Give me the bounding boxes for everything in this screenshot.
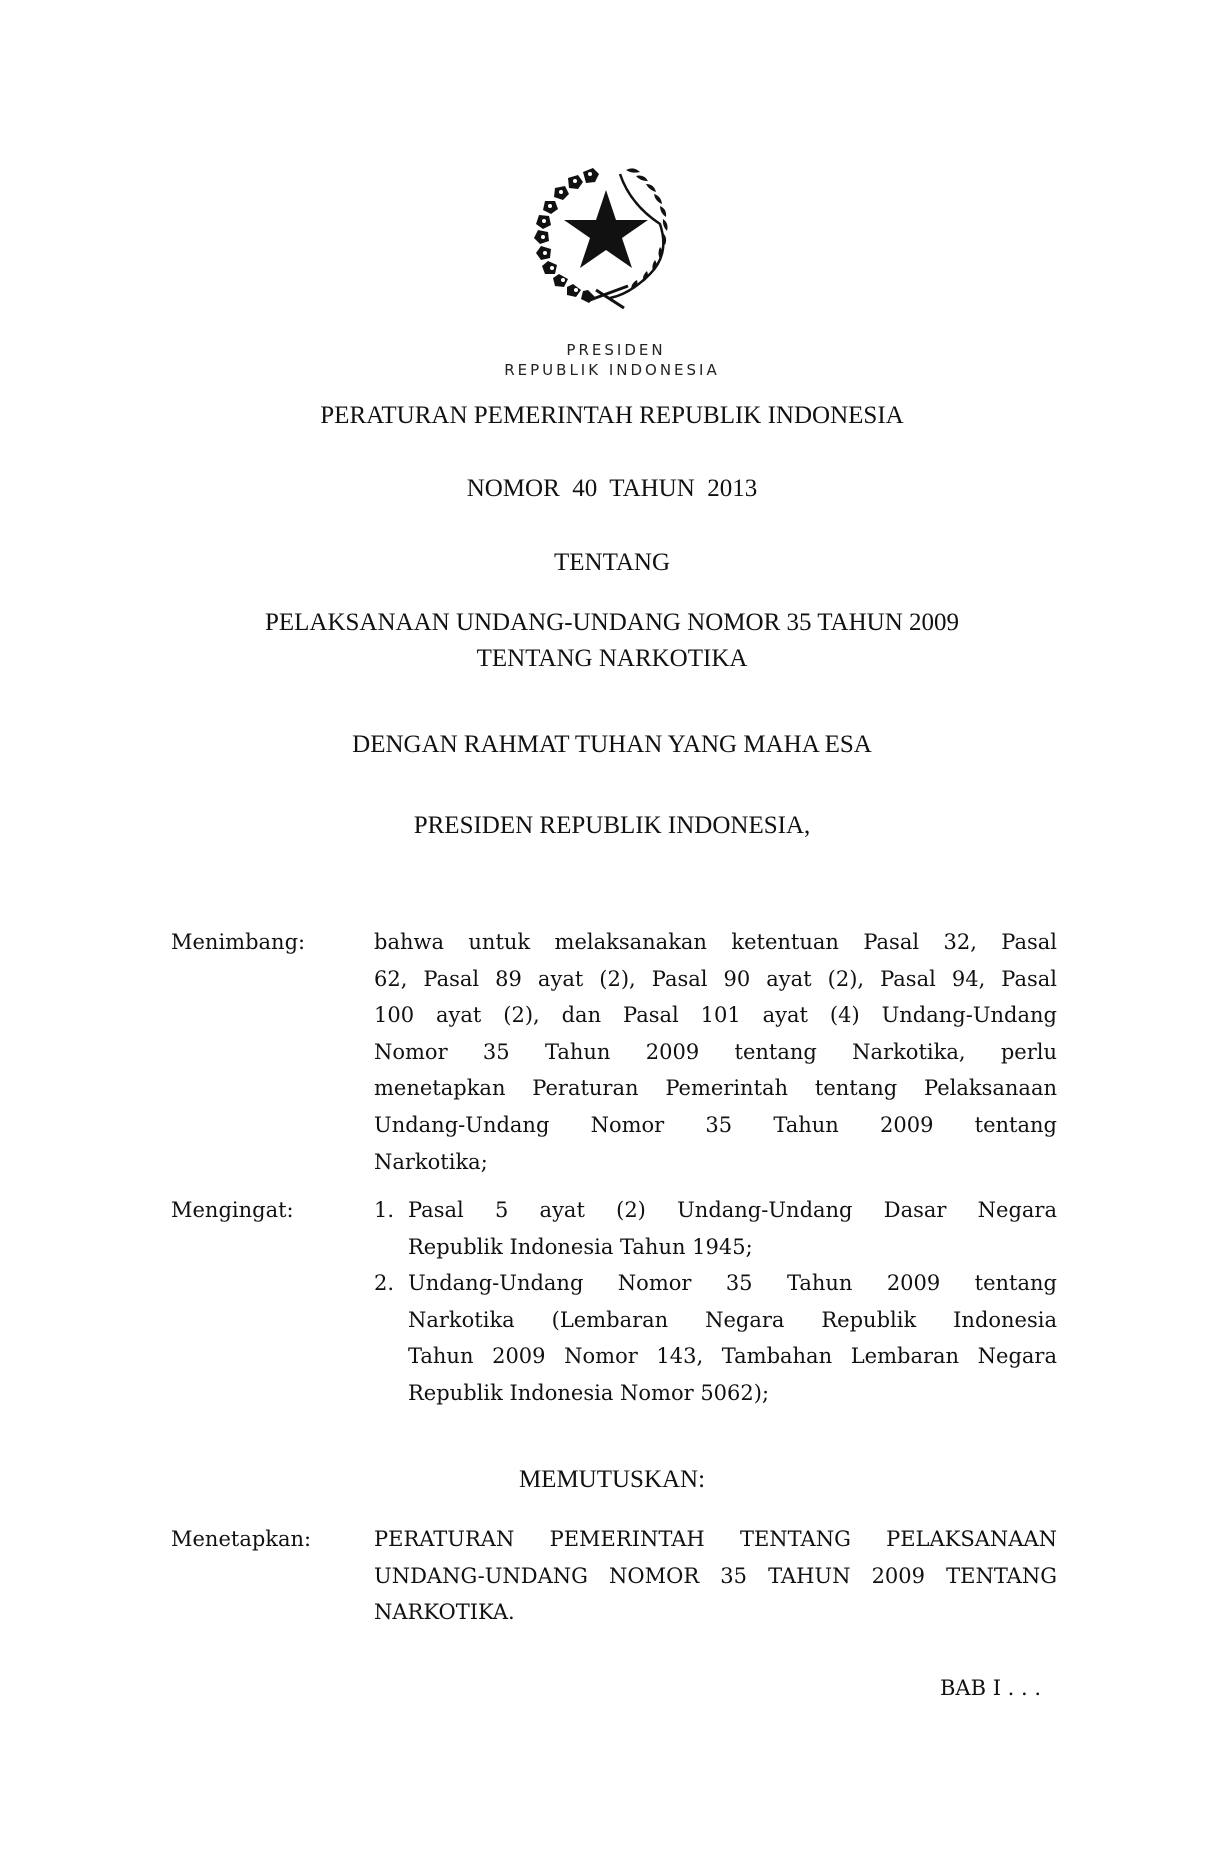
presidential-seal-icon bbox=[528, 160, 688, 310]
regulation-number: NOMOR 40 TAHUN 2013 bbox=[466, 475, 758, 502]
list-line: Narkotika (Lembaran Negara Republik Indonesia bbox=[408, 1307, 1057, 1332]
subject-line-2: TENTANG NARKOTIKA bbox=[476, 645, 748, 672]
invocation: DENGAN RAHMAT TUHAN YANG MAHA ESA bbox=[352, 731, 872, 758]
menetapkan-line: NARKOTIKA. bbox=[374, 1600, 515, 1625]
list-line: Tahun 2009 Nomor 143, Tambahan Lembaran Negara bbox=[408, 1344, 1057, 1369]
menetapkan-label: Menetapkan: bbox=[171, 1527, 312, 1551]
seal-caption bbox=[0, 340, 1224, 380]
list-line: Republik Indonesia Nomor 5062); bbox=[408, 1380, 770, 1405]
menimbang-body bbox=[374, 924, 1057, 1180]
decision-heading: MEMUTUSKAN: bbox=[518, 1466, 706, 1493]
mengingat-item-2 bbox=[374, 1265, 1057, 1411]
menimbang-line: 62, Pasal 89 ayat (2), Pasal 90 ayat (2), Pasal 94, Pasal bbox=[374, 966, 1057, 991]
menimbang-line: 100 ayat (2), dan Pasal 101 ayat (4) Undang-Undang bbox=[374, 1003, 1057, 1028]
subject-line-1: PELAKSANAAN UNDANG-UNDANG NOMOR 35 TAHUN 2009 bbox=[264, 609, 960, 636]
mengingat-label: Mengingat: bbox=[171, 1198, 294, 1222]
mengingat-item-1 bbox=[374, 1192, 1057, 1265]
list-line: Republik Indonesia Tahun 1945; bbox=[408, 1234, 753, 1259]
list-number: 1. bbox=[374, 1198, 395, 1222]
next-page-catchword: BAB I . . . bbox=[940, 1676, 1042, 1700]
menimbang-line: Narkotika; bbox=[374, 1149, 488, 1174]
mengingat-body bbox=[374, 1192, 1057, 1412]
crossed-stems-icon bbox=[590, 286, 628, 308]
menimbang-line: Undang-Undang Nomor 35 Tahun 2009 tentang bbox=[374, 1112, 1057, 1137]
about-heading: TENTANG bbox=[553, 549, 671, 576]
list-line: Undang-Undang Nomor 35 Tahun 2009 tentang bbox=[408, 1271, 1057, 1296]
menetapkan-line: PERATURAN PEMERINTAH TENTANG PELAKSANAAN bbox=[374, 1527, 1057, 1551]
seal-caption-line1: PRESIDEN bbox=[566, 341, 666, 359]
menetapkan-line: UNDANG-UNDANG NOMOR 35 TAHUN 2009 TENTANG bbox=[374, 1563, 1057, 1588]
menimbang-line: Nomor 35 Tahun 2009 tentang Narkotika, perlu bbox=[374, 1039, 1057, 1064]
list-line: Pasal 5 ayat (2) Undang-Undang Dasar Negara bbox=[408, 1198, 1057, 1222]
menimbang-line: menetapkan Peraturan Pemerintah tentang Pelaksanaan bbox=[374, 1076, 1057, 1101]
menimbang-line: bahwa untuk melaksanakan ketentuan Pasal 32, Pasal bbox=[374, 930, 1057, 954]
document-title: PERATURAN PEMERINTAH REPUBLIK INDONESIA bbox=[320, 402, 904, 429]
menimbang-label: Menimbang: bbox=[171, 930, 306, 954]
list-number: 2. bbox=[374, 1271, 395, 1296]
menetapkan-body bbox=[374, 1521, 1057, 1631]
authority-line: PRESIDEN REPUBLIK INDONESIA, bbox=[413, 812, 811, 839]
seal-caption-line2: REPUBLIK INDONESIA bbox=[504, 361, 720, 379]
